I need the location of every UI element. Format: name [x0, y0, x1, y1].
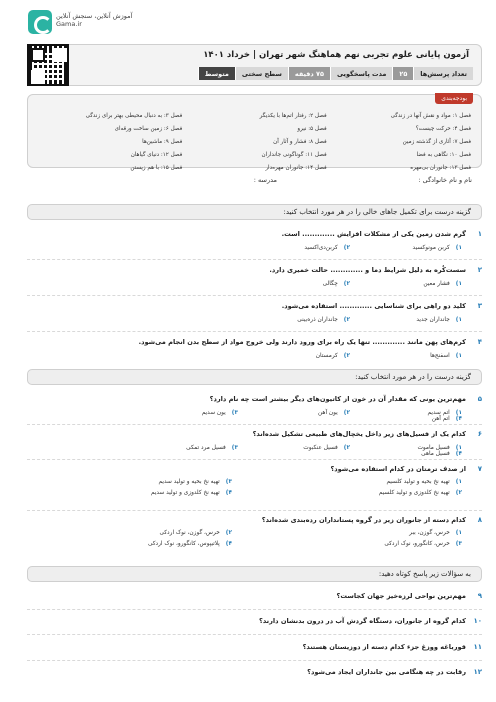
options	[27, 281, 462, 287]
option[interactable]	[238, 445, 350, 451]
options	[27, 410, 462, 422]
question-number: ۳	[477, 302, 482, 310]
option-number: ۲)	[225, 530, 232, 536]
question	[27, 395, 482, 421]
question	[27, 338, 482, 364]
question-number: ۶	[477, 430, 482, 438]
option-number: ۴)	[225, 541, 232, 547]
option-number: ۳)	[225, 479, 232, 485]
option-number: ۳)	[231, 410, 238, 416]
option-text: فشار معین	[423, 281, 450, 287]
option-text: کربن‌دی‌اکسید	[304, 245, 338, 251]
option[interactable]	[151, 490, 232, 496]
option[interactable]	[350, 451, 462, 457]
section-header: به سؤالات زیر پاسخ کوتاه دهید:	[27, 566, 482, 582]
option[interactable]	[238, 410, 350, 416]
option-number: ۴)	[455, 451, 462, 457]
option-text: کرمستان	[315, 353, 338, 359]
option-text: تهیه نخ بخیه و تولید کلسیم	[386, 479, 450, 485]
question-text: کلید دو راهی برای شناسایی ............. استفاده می‌شود.	[281, 302, 466, 310]
question	[27, 668, 482, 682]
divider	[27, 459, 482, 460]
option-number: ۴)	[455, 416, 462, 422]
question-number: ۷	[477, 465, 482, 473]
option-number: ۱)	[455, 317, 462, 323]
option-number: ۴)	[225, 490, 232, 496]
section-header: گزینه درست برای تکمیل جاهای خالی را در هر مورد انتخاب کنید:	[27, 204, 482, 220]
option[interactable]	[350, 416, 462, 422]
option-text: فسیل مرد تمکی	[186, 445, 226, 451]
options	[27, 317, 462, 323]
option[interactable]	[384, 530, 462, 536]
qr-code-icon	[27, 44, 69, 86]
meta-duration-label: مدت پاسخگویی	[330, 67, 392, 80]
question-text: گرم شدن زمین یکی از مشکلات افزایش ............. است.	[281, 230, 466, 238]
topic-item: فصل ۱۱: گوناگونی جانداران	[261, 152, 327, 158]
question-text: رقابت در چه هنگامی بین جانداران ایجاد می‌شود؟	[307, 668, 466, 676]
section-header: گزینه درست را در هر مورد انتخاب کنید:	[27, 369, 482, 385]
option-number: ۲)	[343, 245, 350, 251]
option-text: کربن مونوکسید	[412, 245, 450, 251]
divider	[27, 295, 482, 296]
question-number: ۹	[477, 592, 482, 600]
question-number: ۱۲	[473, 668, 482, 676]
topic-item: فصل ۹: ماشین‌ها	[142, 139, 183, 145]
option-text: تهیه نخ کلدوزی و تولید کلسیم	[378, 490, 450, 496]
topic-item: فصل ۷: آثاری از گذشته زمین	[402, 139, 471, 145]
question-text: از صدف ترمتان در کدام استفاده می‌شود؟	[330, 465, 466, 473]
topic-item: فصل ۲: رفتار اتم‌ها با یکدیگر	[259, 113, 327, 119]
meta-count-value: ۲۵	[392, 67, 413, 80]
divider	[27, 609, 482, 610]
option-number: ۱)	[455, 479, 462, 485]
options	[27, 445, 462, 457]
question-number: ۲	[477, 266, 482, 274]
divider	[27, 259, 482, 260]
meta-difficulty-value: متوسط	[198, 67, 235, 80]
option[interactable]	[384, 541, 462, 547]
option-number: ۱)	[455, 410, 462, 416]
question-text: سست‌کُره به دلیل شرایط دما و ............. حالت خمیری دارد.	[269, 266, 466, 274]
question	[27, 465, 482, 509]
option[interactable]	[379, 479, 462, 485]
option[interactable]	[238, 245, 350, 251]
option-text: یون سدیم	[201, 410, 226, 416]
option-text: خرس، گوزن، نوک اردکی	[159, 530, 220, 536]
question	[27, 592, 482, 606]
question	[27, 430, 482, 456]
question-number: ۱۰	[473, 617, 482, 625]
brand	[56, 12, 132, 28]
question-number: ۱۱	[473, 643, 482, 651]
option[interactable]	[238, 353, 350, 359]
option-number: ۲)	[343, 445, 350, 451]
topic-item: فصل ۱۵: با هم زیستن	[130, 165, 183, 171]
option-text: چگالی	[322, 281, 338, 287]
option-text: فسیل ماهی	[421, 451, 450, 457]
divider	[27, 660, 482, 661]
option-number: ۲)	[343, 317, 350, 323]
option-text: اتم آهن	[431, 416, 450, 422]
option-number: ۳)	[455, 541, 462, 547]
option[interactable]	[238, 281, 350, 287]
question-text: قورباغه ووزغ جزء کدام دسته از دوزیستان هستند؟	[302, 643, 466, 651]
option-text: تهیه نخ بخیه و تولید سدیم	[158, 479, 220, 485]
option-text: یون آهن	[318, 410, 338, 416]
topics-grid	[38, 113, 471, 171]
gama-logo-icon	[28, 10, 52, 34]
option[interactable]	[238, 317, 350, 323]
question-number: ۴	[477, 338, 482, 346]
option[interactable]	[148, 530, 232, 536]
question-text: کدام دسته از جانوران زیر در گروه پستانداران رده‌بندی شده‌اند؟	[261, 516, 466, 524]
options	[27, 353, 462, 359]
option-number: ۲)	[343, 281, 350, 287]
student-info	[27, 176, 482, 190]
exam-meta	[198, 67, 473, 80]
topic-item: فصل ۱۳: جانوران بی‌مهره	[410, 165, 471, 171]
question	[27, 302, 482, 328]
option[interactable]	[148, 541, 232, 547]
topics-tag: بودجه‌بندی	[435, 93, 473, 104]
question-number: ۱	[477, 230, 482, 238]
meta-difficulty-label: سطح سختی	[235, 67, 288, 80]
question-number: ۸	[477, 516, 482, 524]
brand-domain: Gama.ir	[56, 20, 82, 28]
question-number: ۵	[477, 395, 482, 403]
option-number: ۱)	[455, 445, 462, 451]
topic-item: فصل ۱۲: دنیای گیاهان	[130, 152, 183, 158]
question	[27, 516, 482, 560]
divider	[27, 634, 482, 635]
question	[27, 266, 482, 292]
exam-header	[27, 44, 482, 86]
divider	[27, 424, 482, 425]
question-text: مهم‌ترین یونی که مقدار آن در خون از کاتیون‌های دیگر بیشتر است چه نام دارد؟	[209, 395, 466, 403]
topic-item: فصل ۶: زمین ساخت ورقه‌ای	[114, 126, 183, 132]
question-text: کدام یک از فسیل‌های زیر داخل یخچال‌های طبیعی تشکیل شده‌اند؟	[252, 430, 466, 438]
option-text: اسفنج‌ها	[430, 353, 450, 359]
topic-item: فصل ۱۴: جانوران مهره‌دار	[265, 165, 327, 171]
topic-item: فصل ۴: حرکت چیست؟	[415, 126, 471, 132]
option-text: جانداران جدید	[416, 317, 450, 323]
meta-duration-value: ۷۵ دقیقه	[288, 67, 330, 80]
topic-item: فصل ۵: نیرو	[297, 126, 327, 132]
option-number: ۱)	[455, 353, 462, 359]
option-number: ۱)	[455, 245, 462, 251]
option-number: ۲)	[343, 353, 350, 359]
option-text: خرس، کانگورو، نوک اردکی	[384, 541, 450, 547]
option-text: تهیه نخ کلدوزی و تولید سدیم	[150, 490, 220, 496]
question-text: کدام گروه از جانوران، دستگاه گردش آب در درون بدنشان دارند؟	[259, 617, 466, 625]
option-number: ۱)	[455, 281, 462, 287]
top-bar	[14, 10, 482, 40]
option-text: پلاتیپوس، کانگورو، نوک اردکی	[147, 541, 220, 547]
brand-tagline: آموزش آنلاین، سنجش آنلاین	[56, 12, 133, 20]
school-label: مدرسه :	[253, 176, 277, 184]
option[interactable]	[350, 245, 462, 251]
option-text: جانداران ذره‌بینی	[297, 317, 338, 323]
option[interactable]	[350, 281, 462, 287]
option[interactable]	[350, 317, 462, 323]
option-text: فسیل ماموت	[417, 445, 450, 451]
meta-count-label: تعداد پرسش‌ها	[413, 67, 473, 80]
option[interactable]	[151, 479, 232, 485]
option-number: ۳)	[231, 445, 238, 451]
topic-item: فصل ۳: به دنبال محیطی بهتر برای زندگی	[85, 113, 183, 119]
option[interactable]	[379, 490, 462, 496]
option-number: ۲)	[343, 410, 350, 416]
option[interactable]	[350, 353, 462, 359]
question	[27, 230, 482, 256]
question-text: مهم‌ترین نواحی لرزه‌خیز جهان کجاست؟	[336, 592, 466, 600]
question	[27, 617, 482, 631]
topic-item: فصل ۱: مواد و نقش آنها در زندگی	[390, 113, 471, 119]
exam-title: آزمون پایانی علوم تجربی نهم هماهنگ شهر تهران | خرداد ۱۴۰۱	[203, 50, 469, 60]
option-text: فسیل عنکبوت	[303, 445, 338, 451]
divider	[27, 331, 482, 332]
option-text: اتم سدیم	[427, 410, 450, 416]
options	[27, 245, 462, 251]
question-text: کرم‌های پهن مانند ............. تنها یک راه برای ورود دارند ولی خروج مواد از سطح بدن انجام می‌شود.	[138, 338, 466, 346]
divider	[27, 510, 482, 511]
option[interactable]	[126, 445, 238, 451]
option-number: ۲)	[455, 490, 462, 496]
topics-box	[27, 94, 482, 171]
option-number: ۱)	[455, 530, 462, 536]
option[interactable]	[126, 410, 238, 416]
question	[27, 643, 482, 657]
student-name-label: نام و نام خانوادگی :	[418, 176, 472, 184]
topic-item: فصل ۸: فشار و آثار آن	[273, 139, 327, 145]
option-text: خرس، گوزن، ببر	[409, 530, 450, 536]
topic-item: فصل ۱۰: نگاهی به فضا	[416, 152, 471, 158]
